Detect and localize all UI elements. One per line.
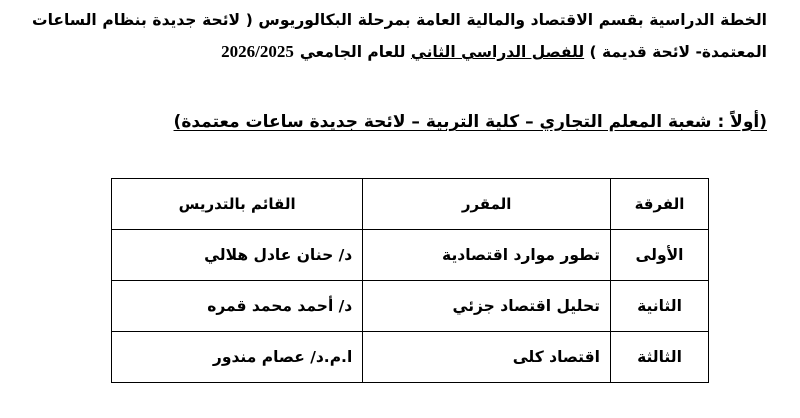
table-row: [112, 230, 709, 281]
table-header-row: [112, 179, 709, 230]
intro-text-part1: الخطة الدراسية بقسم الاقتصاد والمالية العامة بمرحلة البكالوريوس ( لائحة جديدة بنظام الساعات المعتمدة- لائحة قديمة ): [32, 11, 767, 61]
table-row: [112, 332, 709, 383]
intro-paragraph: [32, 4, 767, 68]
row-level: الثانية: [610, 281, 708, 332]
intro-semester-underlined: للفصل الدراسي الثاني: [410, 43, 585, 61]
row-level: الثالثة: [610, 332, 708, 383]
intro-academic-year: 2026/2025: [221, 42, 294, 61]
header-teacher: القائم بالتدريس: [112, 179, 363, 230]
row-level: الأولى: [610, 230, 708, 281]
header-course: المقرر: [363, 179, 611, 230]
row-teacher: د/ أحمد محمد قمره: [112, 281, 363, 332]
row-course: تحليل اقتصاد جزئي: [363, 281, 611, 332]
row-course: تطور موارد اقتصادية: [363, 230, 611, 281]
row-course: اقتصاد كلى: [363, 332, 611, 383]
intro-text-part2: للعام الجامعي: [299, 43, 411, 61]
study-plan-table: [111, 178, 709, 383]
row-teacher: د/ حنان عادل هلالي: [112, 230, 363, 281]
section-heading: (أولاً : شعبة المعلم التجاري – كلية التربية – لائحة جديدة ساعات معتمدة): [173, 112, 767, 132]
table-row: [112, 281, 709, 332]
header-level: الفرقة: [610, 179, 708, 230]
row-teacher: ا.م.د/ عصام مندور: [112, 332, 363, 383]
